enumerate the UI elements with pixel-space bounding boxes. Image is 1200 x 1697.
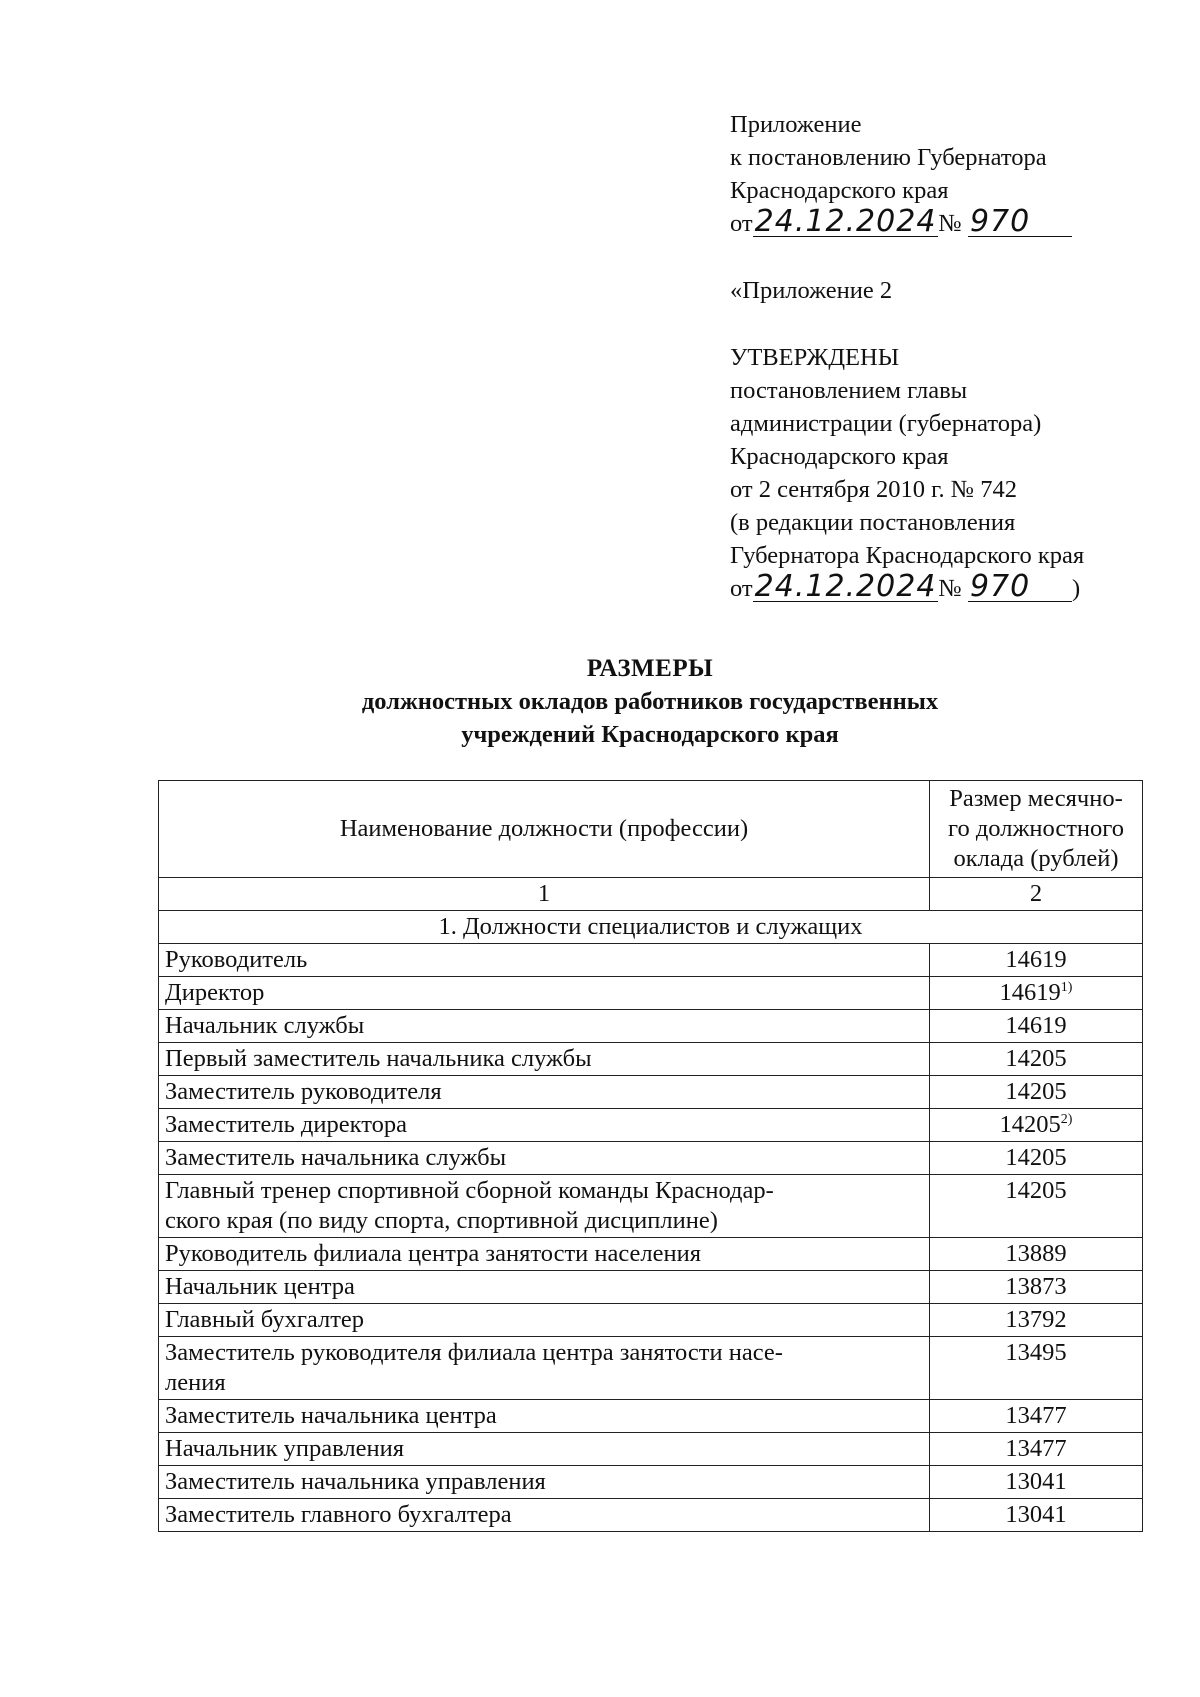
salary-amount: 13873 [1005, 1273, 1067, 1300]
table-body [159, 944, 1143, 1532]
salary-amount: 14205 [1005, 1078, 1067, 1105]
salary-value [930, 1238, 1143, 1271]
title-line-2: учреждений Краснодарского края [461, 721, 839, 748]
approved-line-4: от 2 сентября 2010 г. № 742 [730, 476, 1017, 503]
position-name-line: Первый заместитель начальника службы [165, 1045, 592, 1072]
table-row [159, 1076, 1143, 1109]
table-row [159, 1271, 1143, 1304]
footnote-mark: 1) [1060, 979, 1073, 995]
salary-table [158, 780, 1143, 1532]
section-row [159, 911, 1143, 944]
edition-date-line [730, 569, 1170, 605]
approved-line-1: постановлением главы [730, 377, 968, 404]
column-number-row [159, 878, 1143, 911]
position-name [159, 1466, 930, 1499]
salary-value [930, 944, 1143, 977]
position-name-line: Начальник центра [165, 1273, 355, 1300]
handwritten-number-2: 970 [968, 573, 1072, 602]
section-title: 1. Должности специалистов и служащих [159, 911, 1143, 944]
table-row [159, 1433, 1143, 1466]
position-name-line: Заместитель начальника управления [165, 1468, 546, 1495]
salary-amount: 13477 [1005, 1435, 1067, 1462]
position-name-line: Заместитель руководителя [165, 1078, 442, 1105]
region: Краснодарского края [730, 177, 949, 204]
salary-amount: 13792 [1005, 1306, 1067, 1333]
salary-value [930, 1142, 1143, 1175]
table-row [159, 1238, 1143, 1271]
table-row [159, 1142, 1143, 1175]
to-resolution: к постановлению Губернатора [730, 144, 1047, 171]
salary-amount: 13041 [1005, 1468, 1067, 1495]
salary-value [930, 1109, 1143, 1142]
document-title [160, 652, 1140, 751]
col2-header-line: го должностного [948, 815, 1124, 842]
table-row [159, 1400, 1143, 1433]
table-row [159, 944, 1143, 977]
salary-value [930, 1304, 1143, 1337]
salary-value [930, 1271, 1143, 1304]
table-row [159, 1466, 1143, 1499]
position-name-line: Руководитель филиала центра занятости населения [165, 1240, 702, 1267]
title-line-1: должностных окладов работников государственных [361, 688, 939, 715]
appendix2-label: «Приложение 2 [730, 277, 893, 304]
salary-value [930, 1499, 1143, 1532]
salary-value [930, 1337, 1143, 1400]
salary-value [930, 977, 1143, 1010]
salary-amount: 14619 [999, 979, 1061, 1006]
salary-value [930, 1043, 1143, 1076]
from-prefix: от [730, 210, 753, 237]
position-name [159, 1142, 930, 1175]
handwritten-number: 970 [968, 208, 1072, 237]
approved-line-5: (в редакции постановления [730, 509, 1016, 536]
salary-amount: 13041 [1005, 1501, 1067, 1528]
salary-amount: 13889 [1005, 1240, 1067, 1267]
position-name-line: Заместитель начальника центра [165, 1402, 497, 1429]
position-name [159, 1010, 930, 1043]
position-name-line: Заместитель директора [165, 1111, 407, 1138]
table-header-row [159, 781, 1143, 878]
number-sign: № [938, 210, 962, 237]
table-row [159, 1043, 1143, 1076]
salary-amount: 14205 [1005, 1144, 1067, 1171]
salary-amount: 14205 [999, 1111, 1061, 1138]
salary-amount: 14619 [1005, 946, 1067, 973]
table-row [159, 1109, 1143, 1142]
col-number-2: 2 [930, 878, 1143, 911]
from-prefix-2: от [730, 575, 753, 602]
table-row [159, 1337, 1143, 1400]
salary-value [930, 1466, 1143, 1499]
salary-amount: 14619 [1005, 1012, 1067, 1039]
salary-value [930, 1433, 1143, 1466]
position-name [159, 1175, 930, 1238]
salary-amount: 14205 [1005, 1045, 1067, 1072]
table-row [159, 977, 1143, 1010]
approved-label: УТВЕРЖДЕНЫ [730, 344, 900, 371]
salary-value [930, 1010, 1143, 1043]
handwritten-date-2: 24.12.2024 [754, 569, 937, 604]
salary-amount: 13495 [1005, 1339, 1067, 1366]
resolution-date-line [730, 204, 1170, 240]
position-name [159, 1043, 930, 1076]
position-name-line: Главный тренер спортивной сборной команды Краснодар- [165, 1177, 774, 1204]
table-row [159, 1010, 1143, 1043]
position-name [159, 1433, 930, 1466]
col1-header: Наименование должности (профессии) [159, 781, 930, 878]
position-name [159, 1304, 930, 1337]
col-number-1: 1 [159, 878, 930, 911]
header-block [730, 108, 1170, 605]
closing-paren: ) [1071, 575, 1081, 602]
col2-header-line: Размер месячно- [949, 785, 1123, 812]
col2-header-line: оклада (рублей) [953, 845, 1119, 872]
table-row [159, 1499, 1143, 1532]
salary-value [930, 1400, 1143, 1433]
salary-value [930, 1175, 1143, 1238]
salary-value [930, 1076, 1143, 1109]
position-name-line: Главный бухгалтер [165, 1306, 365, 1333]
position-name-line: Руководитель [165, 946, 308, 973]
position-name-line: Начальник службы [165, 1012, 365, 1039]
table-row [159, 1304, 1143, 1337]
approved-line-2: администрации (губернатора) [730, 410, 1042, 437]
position-name-line: ления [165, 1369, 226, 1396]
salary-amount: 13477 [1005, 1402, 1067, 1429]
position-name [159, 1076, 930, 1109]
position-name-line: Директор [165, 979, 265, 1006]
number-sign-2: № [938, 575, 962, 602]
position-name [159, 944, 930, 977]
handwritten-date: 24.12.2024 [754, 204, 937, 239]
position-name [159, 1499, 930, 1532]
table-row [159, 1175, 1143, 1238]
position-name [159, 1109, 930, 1142]
appendix-title: Приложение [730, 111, 862, 138]
approved-line-3: Краснодарского края [730, 443, 949, 470]
position-name-line: Заместитель главного бухгалтера [165, 1501, 512, 1528]
position-name-line: Заместитель начальника службы [165, 1144, 507, 1171]
position-name-line: Начальник управления [165, 1435, 404, 1462]
col2-header [930, 781, 1143, 878]
footnote-mark: 2) [1060, 1111, 1073, 1127]
position-name-line: ского края (по виду спорта, спортивной дисциплине) [165, 1207, 718, 1234]
title-main: РАЗМЕРЫ [586, 655, 714, 682]
position-name-line: Заместитель руководителя филиала центра занятости насе- [165, 1339, 783, 1366]
position-name [159, 977, 930, 1010]
salary-amount: 14205 [1005, 1177, 1067, 1204]
position-name [159, 1337, 930, 1400]
approved-line-6: Губернатора Краснодарского края [730, 542, 1085, 569]
position-name [159, 1238, 930, 1271]
position-name [159, 1400, 930, 1433]
position-name [159, 1271, 930, 1304]
